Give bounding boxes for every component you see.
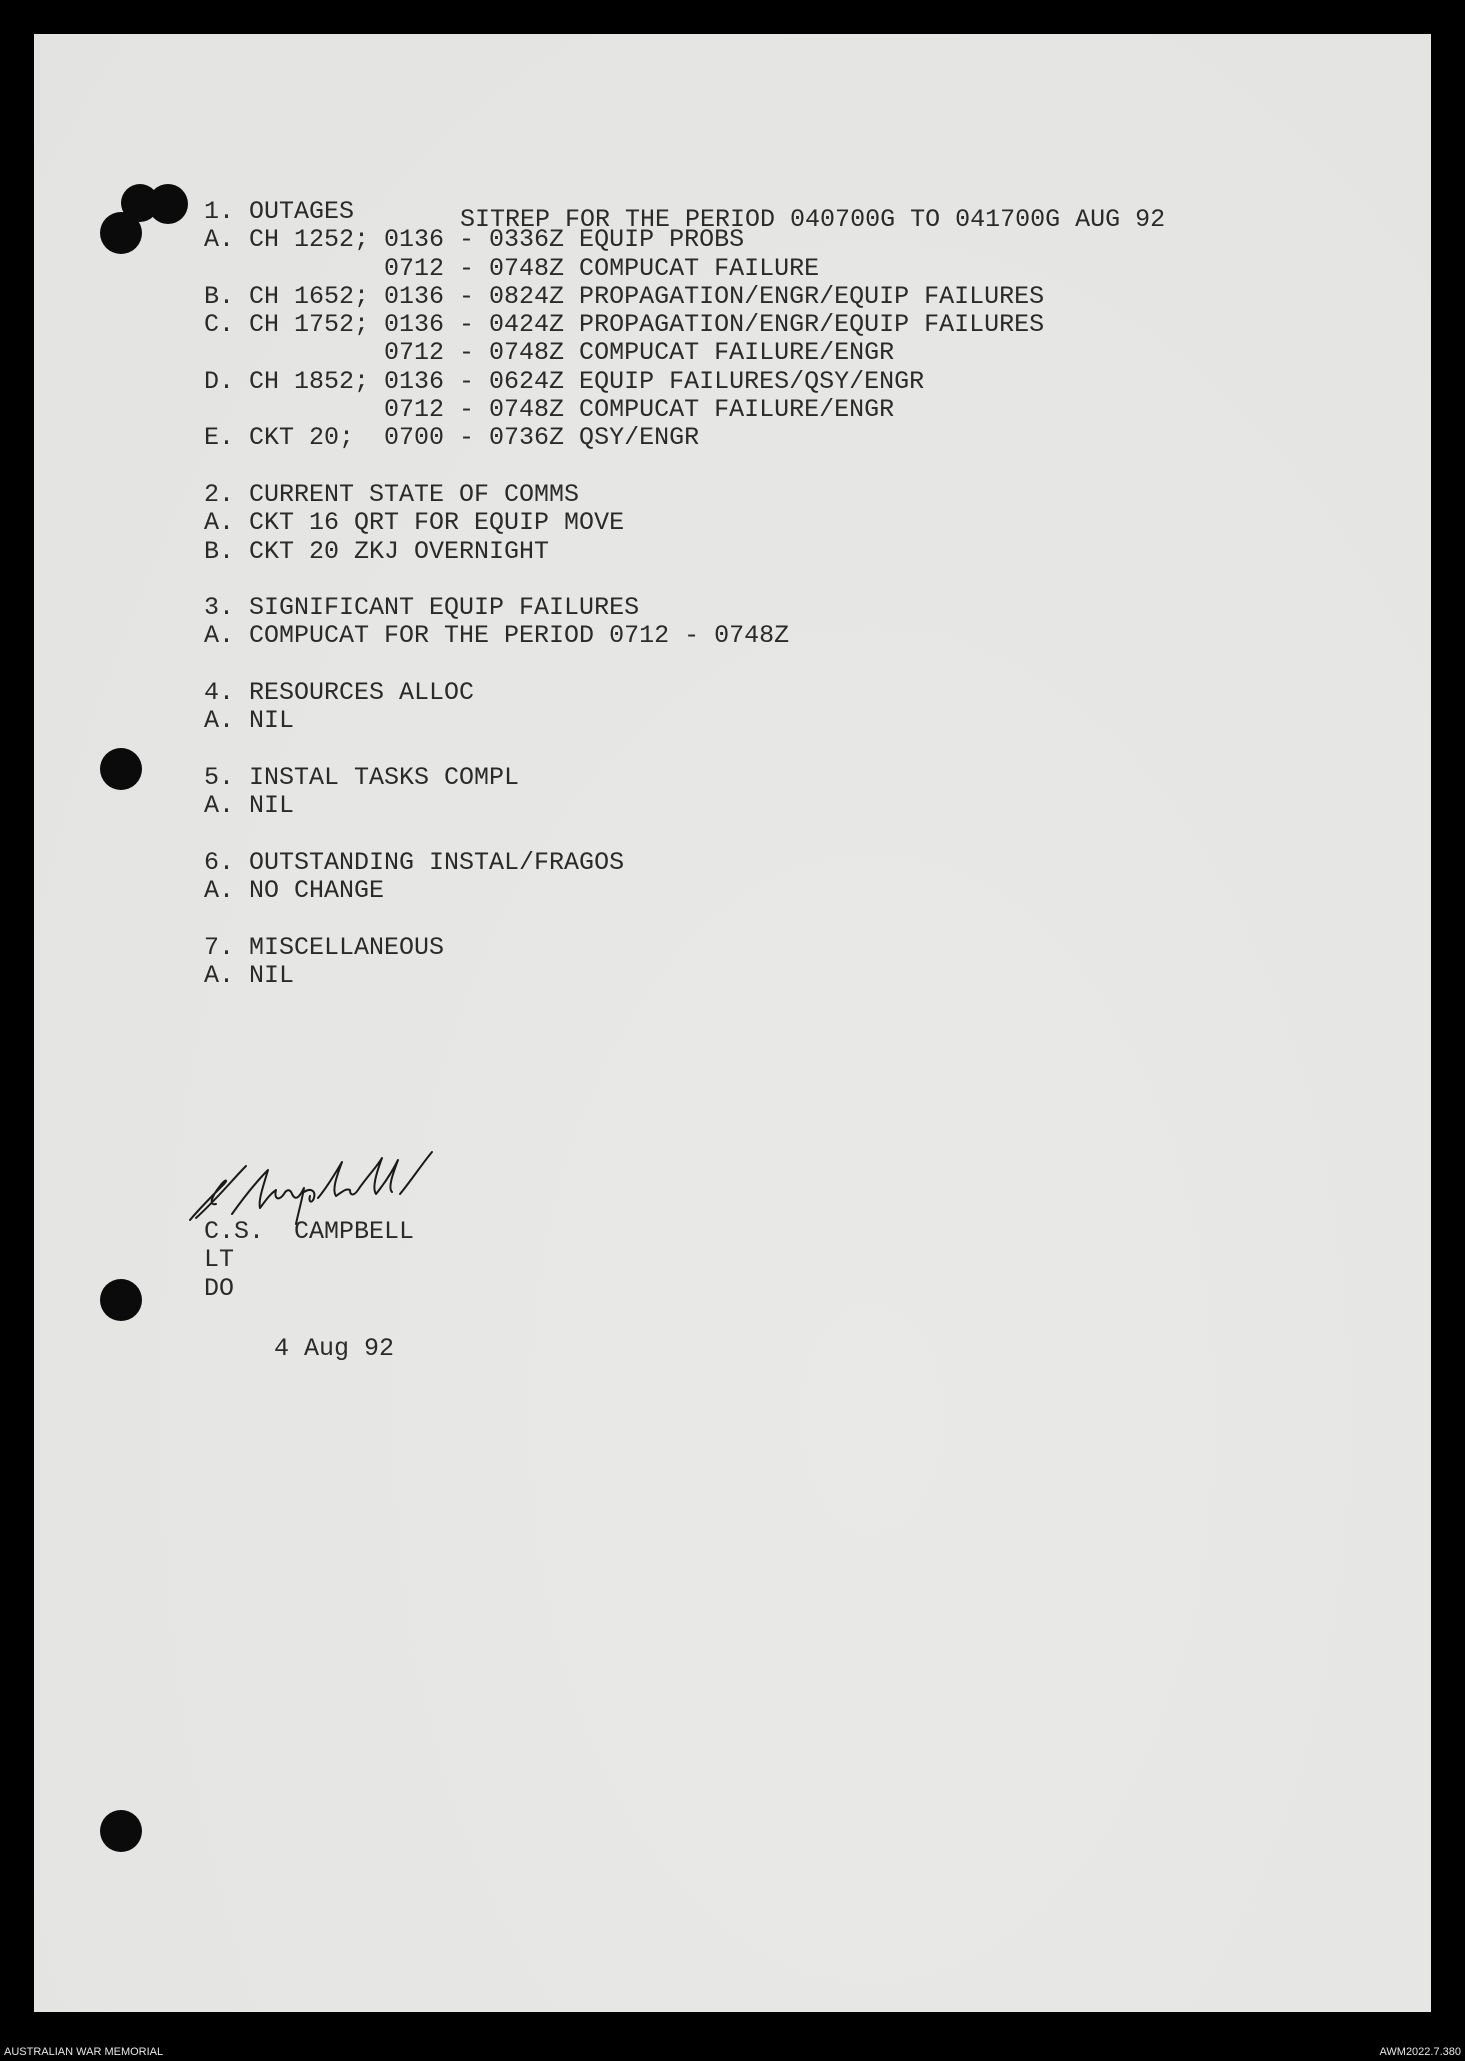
section-gap — [204, 905, 1324, 933]
section-heading: 1. OUTAGES — [204, 197, 355, 226]
section-line: 0712 - 0748Z COMPUCAT FAILURE/ENGR — [204, 338, 895, 368]
section-line: A. NIL — [204, 706, 295, 736]
section-gap — [204, 453, 1324, 481]
section-line: E. CKT 20; 0700 - 0736Z QSY/ENGR — [204, 423, 700, 453]
signatory-appointment: DO — [204, 1273, 235, 1303]
document-title: SITREP FOR THE PERIOD 040700G TO 041700G AUG 92 — [460, 205, 1166, 234]
document-date: 4 Aug 92 — [274, 1334, 395, 1363]
section-gap — [204, 736, 1324, 764]
signatory-name: C.S. CAMPBELL — [204, 1217, 415, 1246]
section-line: D. CH 1852; 0136 - 0624Z EQUIP FAILURES/QSY/ENGR — [204, 366, 925, 396]
punch-hole-4 — [100, 1810, 142, 1852]
section-line: 0712 - 0748Z COMPUCAT FAILURE — [204, 253, 820, 283]
punch-hole-top-3 — [148, 184, 188, 224]
footer-accession-number: AWM2022.7.380 — [1379, 2046, 1461, 2058]
section-line: 0712 - 0748Z COMPUCAT FAILURE/ENGR — [204, 395, 895, 425]
section-gap — [204, 651, 1324, 679]
section-heading: 2. CURRENT STATE OF COMMS — [204, 479, 580, 509]
section-heading: 4. RESOURCES ALLOC — [204, 678, 475, 708]
section-heading: 3. SIGNIFICANT EQUIP FAILURES — [204, 593, 640, 623]
section-line: A. CKT 16 QRT FOR EQUIP MOVE — [204, 508, 625, 538]
section-line: A. NIL — [204, 791, 295, 821]
signatory-rank: LT — [204, 1245, 235, 1275]
footer-archive-name: AUSTRALIAN WAR MEMORIAL — [4, 2046, 164, 2058]
section-line: A. NO CHANGE — [204, 876, 385, 906]
section-heading: 7. MISCELLANEOUS — [204, 932, 445, 962]
section-heading: 6. OUTSTANDING INSTAL/FRAGOS — [204, 847, 625, 877]
section-line: A. CH 1252; 0136 - 0336Z EQUIP PROBS — [204, 225, 745, 255]
handwritten-signature — [186, 1148, 476, 1228]
section-line: A. NIL — [204, 961, 295, 991]
section-heading: 5. INSTAL TASKS COMPL — [204, 762, 520, 792]
signature-block — [204, 1218, 414, 1303]
document-body — [204, 198, 1324, 990]
section-gap — [204, 566, 1324, 594]
section-line: A. COMPUCAT FOR THE PERIOD 0712 - 0748Z — [204, 621, 790, 651]
section-line: B. CH 1652; 0136 - 0824Z PROPAGATION/ENGR/EQUIP FAILURES — [204, 281, 1045, 311]
punch-hole-2 — [100, 748, 142, 790]
section-line: C. CH 1752; 0136 - 0424Z PROPAGATION/ENGR/EQUIP FAILURES — [204, 310, 1045, 340]
section-line: B. CKT 20 ZKJ OVERNIGHT — [204, 536, 550, 566]
section-gap — [204, 821, 1324, 849]
punch-hole-3 — [100, 1279, 142, 1321]
